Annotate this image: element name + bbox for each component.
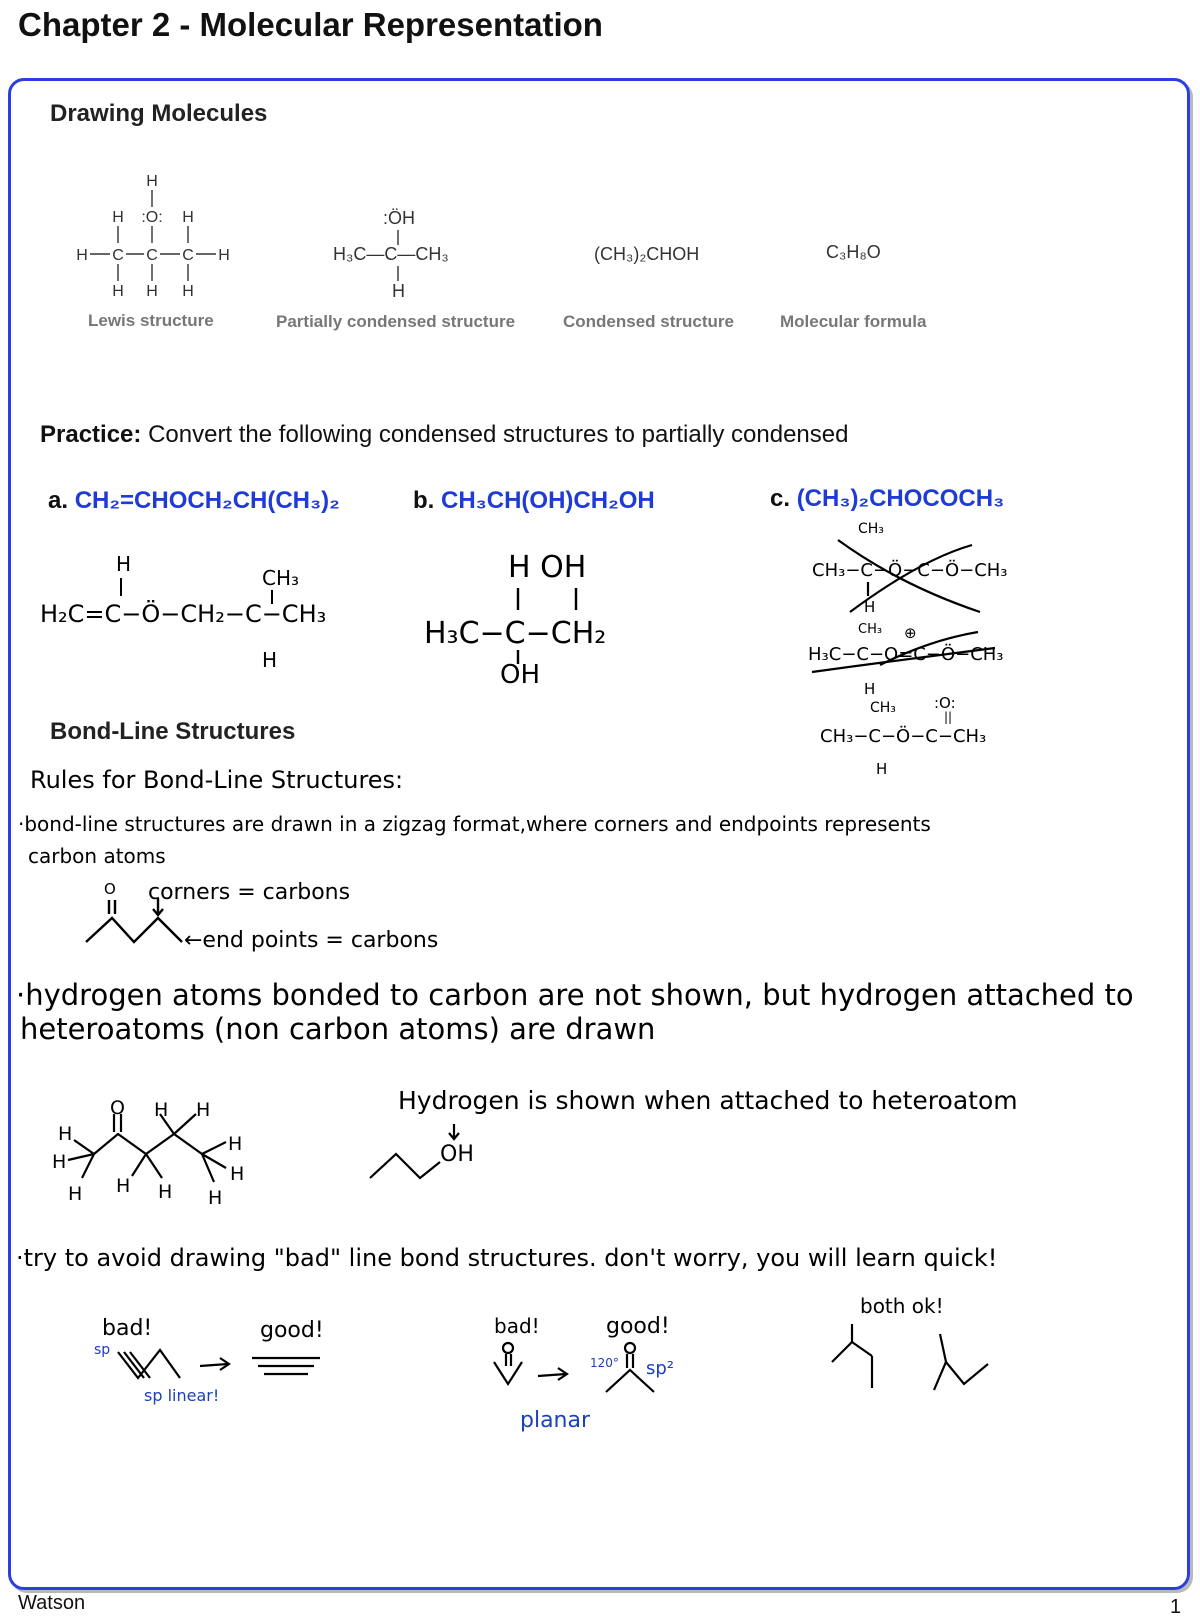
answer-c-row3-o: :O: [934, 694, 956, 712]
planar-label: planar [520, 1408, 591, 1433]
svg-text:C: C [182, 247, 194, 264]
svg-text:H: H [182, 209, 194, 226]
svg-text:H: H [218, 247, 230, 264]
ketone-o: O [104, 880, 116, 898]
practice-c [770, 485, 1004, 513]
answer-c-row2-h: H [864, 680, 876, 698]
svg-text:H: H [112, 283, 124, 300]
rules-title: Rules for Bond-Line Structures: [30, 766, 404, 794]
answer-c-row2-top: CH₃ [858, 622, 883, 637]
good1-label: good! [260, 1318, 324, 1343]
svg-text:H: H [196, 1099, 211, 1121]
practice-text: Convert the following condensed structures to partially condensed [148, 421, 849, 448]
answer-c-row3-h: H [876, 760, 888, 778]
answer-a-top-ch3: CH₃ [262, 566, 300, 590]
svg-text:H: H [112, 209, 124, 226]
partial-oh: :ÖH [383, 208, 416, 228]
rule2-line1: ·hydrogen atoms bonded to carbon are not shown, but hydrogen attached to [16, 978, 1134, 1012]
svg-text:H: H [158, 1181, 173, 1203]
partial-caption: Partially condensed structure [276, 312, 516, 331]
rule1-line1: ·bond-line structures are drawn in a zigzag format,where corners and endpoints represents [18, 812, 931, 836]
answer-a-top-h: H [116, 552, 132, 576]
svg-text:H: H [146, 283, 158, 300]
answer-c-row1-h: H [864, 598, 876, 616]
answer-c-row3-top: CH₃ [870, 700, 896, 716]
svg-text:H: H [228, 1133, 243, 1155]
page-title: Chapter 2 - Molecular Representation [18, 6, 603, 43]
answer-a-bottom-h: H [262, 648, 278, 672]
molecular-caption: Molecular formula [780, 312, 927, 331]
svg-text:H: H [182, 283, 194, 300]
svg-text:H: H [68, 1183, 83, 1205]
svg-text:H: H [146, 173, 158, 190]
answer-c-row1-top: CH₃ [858, 521, 884, 537]
practice-c-label: c. [770, 485, 791, 512]
footer-page-number: 1 [1170, 1596, 1182, 1618]
practice-a [48, 487, 340, 515]
answer-c-row2: H₃C−C−O=C−Ö−CH₃ [808, 644, 1004, 665]
drawing-heading: Drawing Molecules [50, 100, 268, 127]
answer-b-main: H₃C−C−CH₂ [424, 616, 607, 651]
svg-text:C: C [146, 247, 158, 264]
angle-label: 120° [590, 1356, 619, 1370]
svg-text:H: H [116, 1175, 131, 1197]
sp2-label: sp² [646, 1358, 675, 1379]
hydrogen-note: Hydrogen is shown when attached to heteroatom [398, 1086, 1018, 1115]
svg-text:H: H [154, 1099, 169, 1121]
bad1-label: bad! [102, 1316, 153, 1341]
svg-text:H: H [208, 1187, 223, 1209]
partial-main: H₃C—C—CH₃ [333, 244, 449, 264]
practice-a-formula: CH₂=CHOCH₂CH(CH₃)₂ [74, 487, 340, 514]
practice-b [413, 487, 655, 515]
footer-author: Watson [18, 1592, 86, 1614]
practice-prefix: Practice: [40, 421, 142, 448]
lewis-structure [72, 170, 242, 305]
practice-b-formula: CH₃CH(OH)CH₂OH [441, 487, 655, 514]
condensed-formula: (CH₃)₂CHOH [594, 244, 700, 264]
practice-c-formula: (CH₃)₂CHOCOCH₃ [796, 485, 1005, 512]
full-hydrogen-structure [50, 1092, 260, 1212]
svg-text:H: H [230, 1163, 245, 1185]
condensed-caption: Condensed structure [563, 312, 734, 331]
molecular-formula: C₃H₈O [826, 242, 881, 262]
svg-text:H: H [52, 1151, 67, 1173]
both-ok-label: both ok! [860, 1294, 944, 1318]
practice-a-label: a. [48, 487, 69, 514]
good2-label: good! [606, 1314, 670, 1339]
corners-label: corners = carbons [148, 880, 351, 905]
answer-a-main: H₂C=C−Ö−CH₂−C−CH₃ [40, 600, 327, 628]
rule2-line2: heteroatoms (non carbon atoms) are drawn [20, 1012, 656, 1046]
svg-text::O:: :O: [141, 209, 163, 226]
answer-c-row1: CH₃−C−Ö−C−Ö−CH₃ [812, 560, 1008, 581]
rule3: ·try to avoid drawing "bad" line bond structures. don't worry, you will learn quick! [16, 1244, 998, 1272]
endpoints-label: ←end points = carbons [184, 928, 439, 953]
answer-c-row3: CH₃−C−Ö−C−CH₃ [820, 726, 987, 747]
answer-b-top: H OH [508, 550, 587, 585]
practice-instruction [40, 421, 848, 449]
svg-text:H: H [76, 247, 88, 264]
lewis-caption: Lewis structure [88, 311, 214, 330]
sp-linear-label: sp linear! [144, 1386, 220, 1405]
svg-text:H: H [58, 1123, 73, 1145]
partial-h: H [392, 281, 405, 301]
answer-c-row3-dbl: || [944, 710, 953, 724]
answer-c-row2-plus: ⊕ [904, 624, 917, 642]
svg-text:C: C [112, 247, 124, 264]
propanol-oh: OH [440, 1142, 474, 1167]
bad2-label: bad! [494, 1314, 540, 1338]
svg-text:O: O [110, 1097, 125, 1119]
bondline-heading: Bond-Line Structures [50, 718, 296, 745]
rule1-line2: carbon atoms [28, 844, 166, 868]
practice-b-label: b. [413, 487, 435, 514]
answer-b-bottom: OH [500, 660, 541, 690]
sp-label: sp [94, 1342, 111, 1358]
isobutane-compare [0, 0, 1, 1]
